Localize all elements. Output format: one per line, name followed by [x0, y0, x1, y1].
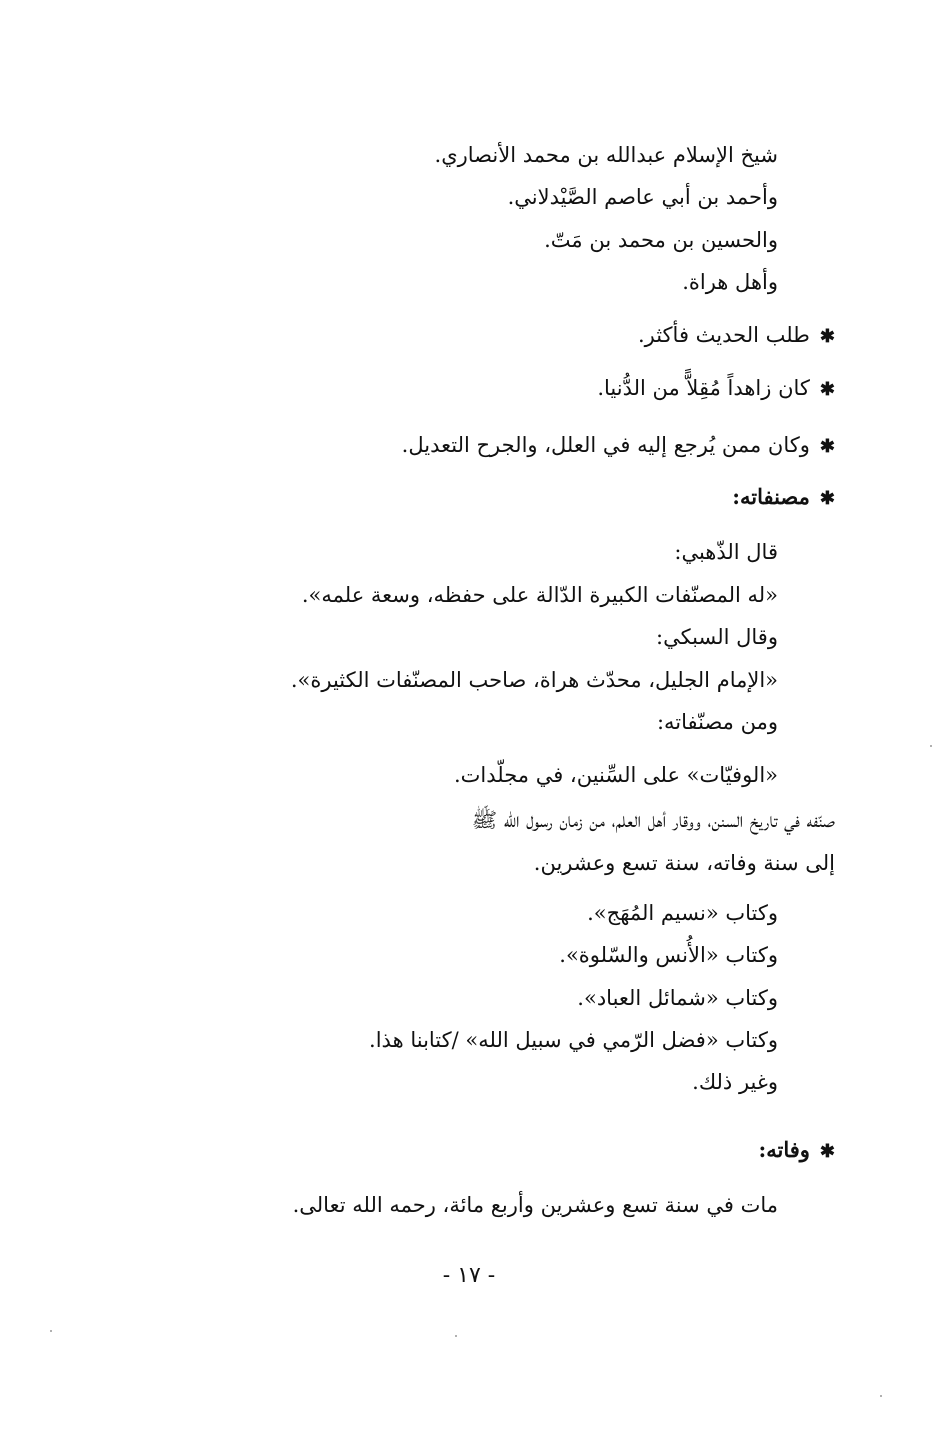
death-line: مات في سنة تسع وعشرين وأربع مائة، رحمه الله تعالى. [292, 1193, 778, 1217]
quote-line: «الإمام الجليل، محدّث هراة، صاحب المصنّفات الكثيرة». [290, 668, 778, 692]
scan-speck [880, 1395, 882, 1397]
bullet-item [638, 320, 835, 352]
teacher-line: وأحمد بن أبي عاصم الصَّيْدلاني. [507, 185, 778, 209]
book-line: وكتاب «فضل الرّمي في سبيل الله» /كتابنا هذا. [369, 1028, 778, 1052]
scan-speck [930, 745, 932, 747]
teacher-line: وأهل هراة. [682, 270, 778, 294]
book-line: وغير ذلك. [692, 1070, 778, 1094]
teacher-line: شيخ الإسلام عبدالله بن محمد الأنصاري. [434, 143, 778, 167]
page-number: - ١٧ - [442, 1263, 496, 1288]
book-line: وكتاب «شمائل العباد». [577, 986, 778, 1010]
bullet-text: وكان ممن يُرجع إليه في العلل، والجرح التعديل. [401, 433, 810, 457]
bullet-text: طلب الحديث فأكثر. [637, 323, 810, 347]
quote-line: «له المصنّفات الكبيرة الدّالة على حفظه، وسعة علمه». [301, 583, 778, 607]
bullet-text: كان زاهداً مُقِلاًّ من الدُّنيا. [597, 376, 810, 400]
scan-speck [455, 1335, 457, 1337]
quote-line: قال الذّهبي: [674, 540, 778, 564]
book-line: وكتاب «نسيم المُهَج». [587, 901, 778, 925]
bullet-item [597, 373, 835, 405]
quote-line: ومن مصنّفاته: [656, 710, 778, 734]
asterisk-icon: ✱ [819, 379, 835, 400]
asterisk-icon: ✱ [819, 326, 835, 347]
work-line: «الوفيّات» على السِّنين، في مجلّدات. [453, 763, 778, 787]
quote-line: وقال السبكي: [656, 625, 778, 649]
asterisk-icon: ✱ [819, 488, 835, 509]
work-line: إلى سنة وفاته، سنة تسع وعشرين. [533, 851, 835, 875]
book-line: وكتاب «الأُنس والسّلوة». [559, 943, 778, 967]
asterisk-icon: ✱ [819, 1141, 835, 1162]
section-heading-death [758, 1135, 835, 1167]
work-line: صنّفه في تاريخ السنن، ووقار أهل العلم، من زمان رسول الله ﷺ [471, 808, 835, 832]
bullet-item [402, 430, 835, 462]
heading-text: مصنفاته: [732, 484, 810, 509]
scan-speck [50, 1330, 52, 1332]
heading-text: وفاته: [758, 1137, 810, 1162]
teacher-line: والحسين بن محمد بن مَتّ. [544, 228, 778, 252]
section-heading-works [732, 482, 835, 514]
asterisk-icon: ✱ [819, 436, 835, 457]
